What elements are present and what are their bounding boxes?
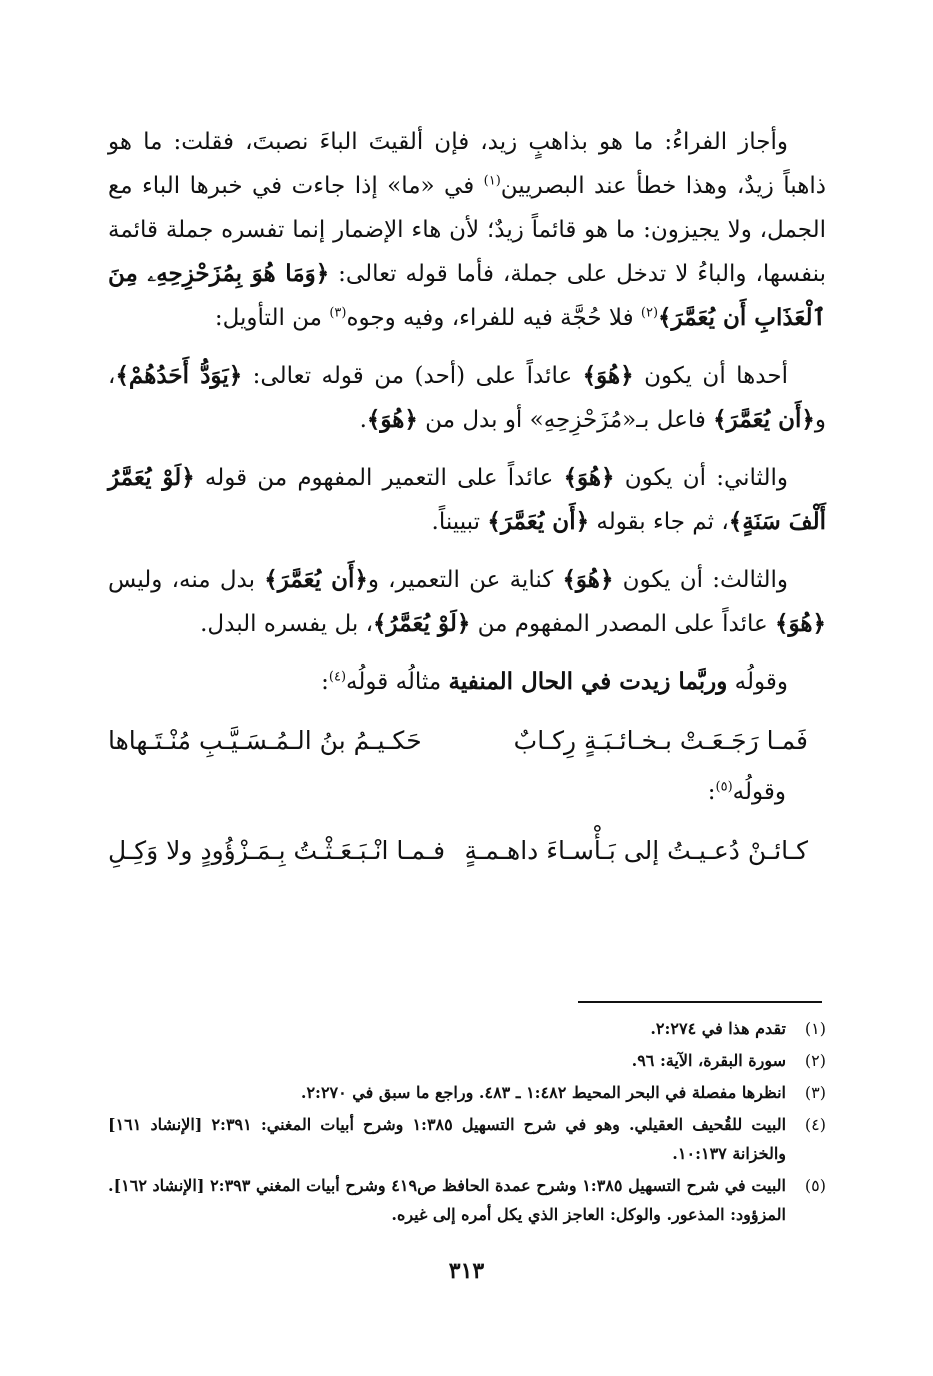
footnote-1 <box>108 1014 826 1043</box>
verse-1-first-hemistich: فَمـا رَجَـعَـتْ بـخـائـبَـةٍ رِكـابٌ <box>513 726 808 755</box>
p3-a: والثاني: أن يكون <box>614 465 788 491</box>
footnote-ref-3: (٣) <box>329 305 347 321</box>
p5-a: وقولُه <box>727 669 788 695</box>
p2-b: عائداً على (أحد) من قوله تعالى: <box>242 363 583 389</box>
footnote-ref-2: (٢) <box>640 305 659 321</box>
p1-part4: من التأويل: <box>214 305 330 331</box>
footnote-number: (٤) <box>804 1115 826 1134</box>
p2-a: أحدها أن يكون <box>633 363 788 389</box>
quran-quote: ﴿هُوَ﴾ <box>563 464 615 491</box>
quran-quote: ﴿يَوَدُّ أَحَدُهُمْ﴾ <box>115 362 243 389</box>
footnote-text: انظرها مفصلة في البحر المحيط ١:٤٨٢ ـ ٤٨٣. وراجع ما سبق في ٢:٢٧٠. <box>300 1083 786 1102</box>
quran-quote: ﴿لَوْ يُعَمَّرُ﴾ <box>373 610 471 637</box>
footnote-text: سورة البقرة، الآية: ٩٦. <box>631 1051 786 1070</box>
quran-quote: ﴿هُوَ﴾ <box>582 362 634 389</box>
footnote-text: البيت للقُحيف العقيلي. وهو في شرح التسهيل ١:٣٨٥ وشرح أبيات المغني: ٢:٣٩١ [الإنشاد ١٦١] والخزانة ١٠:١٣٧. <box>108 1115 787 1163</box>
p3-c: ، ثم جاء بقوله <box>589 509 729 535</box>
quran-quote: ﴿هُوَ﴾ <box>366 406 418 433</box>
p4-c: بدل منه، وليس <box>108 567 265 593</box>
footnote-ref-4: (٤) <box>328 669 347 685</box>
verse-2-second-hemistich: فـمـا انْـبَـعَـثْـتُ بِـمَـزْؤُودٍ ولا وَكِـلِ <box>108 836 446 865</box>
footnote-ref-1: (١) <box>483 173 501 189</box>
page-number: ٣١٣ <box>448 1258 485 1284</box>
paragraph-5 <box>108 660 826 704</box>
p2-c: ، و <box>108 363 826 433</box>
verse-1 <box>108 716 826 766</box>
footnote-number: (٣) <box>804 1083 826 1102</box>
paragraph-2 <box>108 354 826 442</box>
p5-b: مثالُه قولُه <box>346 669 449 695</box>
verse-1-second-hemistich: حَكـيـمُ بنُ الـمُـسَـيَّـبِ مُنْـتَـهاها <box>108 726 422 755</box>
p2-e: . <box>359 407 367 433</box>
footnote-2 <box>108 1046 826 1075</box>
quran-quote: ﴿وَمَا هُوَ بِمُزَحْزِحِهِۦ مِنَ ٱلْعَذَابِ أَن يُعَمَّرَ﴾ <box>108 260 826 331</box>
footnote-ref-5: (٥) <box>715 779 733 795</box>
intro-colon: : <box>707 779 716 805</box>
footnote-number: (٢) <box>804 1051 826 1070</box>
p2-d: فاعل بـ«مُزَحْزِحِهِ» أو بدل من <box>417 407 714 433</box>
verse-2-intro <box>108 770 786 814</box>
paragraph-1 <box>108 120 826 340</box>
p4-b: كناية عن التعمير، و <box>367 567 563 593</box>
p5-bold: وربَّما زيدت في الحال المنفية <box>448 668 728 695</box>
main-text <box>108 120 826 880</box>
paragraph-4 <box>108 558 826 646</box>
p1-part3: فلا حُجَّة فيه للفراء، وفيه وجوه <box>346 305 641 331</box>
verse-2-first-hemistich: كـائـنْ دُعـيـتُ إلى بَـأْسـاءَ داهـمـةٍ <box>464 836 808 865</box>
footnotes <box>108 1014 826 1232</box>
footnote-text: تقدم هذا في ٢:٢٧٤. <box>650 1019 786 1038</box>
p1-part1: وأجاز الفراءُ: ما هو بذاهبٍ زيد، فإن ألقيتَ الباءَ نصبتَ، فقلت: ما هو ذاهباً زيدٌ، وهذا خطأ عند البصريين <box>108 129 827 199</box>
footnote-divider <box>578 1001 822 1003</box>
p3-d: تبييناً. <box>431 509 488 535</box>
footnote-3 <box>108 1078 826 1107</box>
p4-a: والثالث: أن يكون <box>613 567 789 593</box>
verse-2 <box>108 826 826 876</box>
p1-part2: في «ما» إذا جاءت في خبرها الباء مع الجمل، ولا يجيزون: ما هو قائماً زيدٌ؛ لأن هاء الإضمار إنما تفسره جملة قائمة بنفسها، والباءُ لا تدخل على جملة، فأما قوله تعالى: <box>108 173 826 287</box>
footnote-text: البيت في شرح التسهيل ١:٣٨٥ وشرح عمدة الحافظ ص٤١٩ وشرح أبيات المغني ٢:٣٩٣ [الإنشاد ١٦٢]. المزؤود: المذعور. والوكل: العاجز الذي يكل أمره إلى غيره. <box>108 1176 787 1224</box>
quran-quote: ﴿لَوْ يُعَمَّرُ أَلْفَ سَنَةٍ﴾ <box>108 464 826 535</box>
footnote-number: (٥) <box>804 1176 826 1195</box>
p3-b: عائداً على التعمير المفهوم من قوله <box>194 465 564 491</box>
paragraph-3 <box>108 456 826 544</box>
intro-text: وقولُه <box>732 779 786 805</box>
p4-d: عائداً على المصدر المفهوم من <box>470 611 776 637</box>
footnote-5 <box>108 1171 826 1229</box>
quran-quote: ﴿أَن يُعَمَّرَ﴾ <box>487 508 590 535</box>
footnote-4 <box>108 1110 826 1168</box>
quran-quote: ﴿أَن يُعَمَّرَ﴾ <box>264 566 368 593</box>
footnote-number: (١) <box>804 1019 826 1038</box>
quran-quote: ﴿هُوَ﴾ <box>562 566 614 593</box>
quran-quote: ﴿هُوَ﴾ <box>775 610 826 637</box>
quran-quote: ﴿أَن يُعَمَّرَ﴾ <box>713 406 815 433</box>
p5-c: : <box>321 669 329 695</box>
p4-e: ، بل يفسره البدل. <box>200 611 374 637</box>
